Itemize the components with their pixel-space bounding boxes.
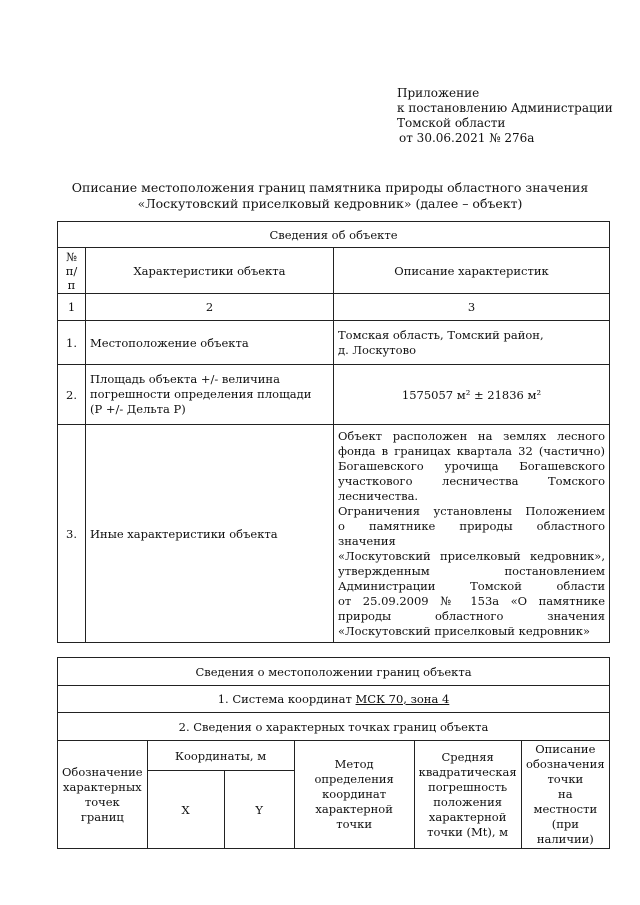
table-caption: Сведения о местоположении границ объекта [58, 658, 610, 686]
header-line: координат [322, 787, 387, 801]
description-line: лесничества. [338, 488, 419, 503]
column-number: 3 [334, 294, 610, 321]
header-y: Y [224, 771, 294, 849]
header-coordinates: Координаты, м [147, 741, 294, 771]
title-line: «Лоскутовский приселковый кедровник» (далее – объект) [137, 196, 523, 211]
header-x: X [147, 771, 224, 849]
description-line: Богашевского урочища Богашевского [338, 458, 605, 473]
header-characteristic: Характеристики объекта [86, 248, 334, 294]
description-line: Ограничения установлены Положением [338, 503, 605, 518]
header-line: погрешность [428, 779, 508, 794]
row-num: 2. [58, 365, 86, 425]
header-line: (при наличии) [536, 817, 594, 846]
table-caption: Сведения об объекте [58, 222, 610, 248]
header-line: положения [433, 794, 503, 809]
row-num: 1. [58, 321, 86, 365]
header-line: точек границ [80, 794, 124, 824]
characteristic-line: Площадь объекта +/- величина [90, 372, 280, 386]
coordinate-system-name: МСК 70, зона 4 [355, 692, 450, 706]
row-description [334, 321, 610, 365]
row-description: 1575057 м² ± 21836 м² [334, 365, 610, 425]
appendix-line: Томской области [397, 116, 506, 130]
appendix-line: Приложение [397, 86, 480, 100]
description-line: «Лоскутовский приселковый кедровник», [338, 548, 605, 563]
header-line: характерной точки [315, 802, 393, 831]
header-line: точки (Mt), м [427, 824, 509, 839]
header-line: Метод [334, 757, 374, 771]
header-num: № п/п [58, 248, 86, 294]
header-line: квадратическая [418, 764, 517, 779]
appendix-block [397, 86, 613, 146]
column-number: 2 [86, 294, 334, 321]
description-line: Томская область, Томский район, [338, 327, 544, 342]
description-line: природы областного значения [338, 608, 605, 623]
header-description: Описание характеристик [334, 248, 610, 294]
description-line: от 25.09.2009 № 153а «О памятнике [338, 593, 605, 608]
column-number: 1 [58, 294, 86, 321]
table-row [58, 321, 610, 365]
header-line: обозначения [526, 757, 605, 771]
location-info-table [57, 657, 610, 849]
description-line: Объект расположен на землях лесного [338, 428, 605, 443]
row-num: 3. [58, 425, 86, 643]
row-characteristic [86, 365, 334, 425]
header-line: точки [547, 772, 584, 786]
characteristic-line: (Р +/- Дельта Р) [90, 402, 186, 416]
header-line: характерных [63, 779, 142, 794]
description-line: утвержденным постановлением [338, 563, 605, 578]
header-line: Описание [535, 742, 596, 756]
table-row [58, 425, 610, 643]
object-info-table [57, 221, 610, 643]
description-line: фонда в границах квартала 32 (частично) [338, 443, 605, 458]
header-mean-error [414, 741, 521, 849]
header-line: определения [314, 772, 394, 786]
header-point-designation [58, 741, 148, 849]
row-description [334, 425, 610, 643]
description-line: «Лоскутовский приселковый кедровник» [338, 623, 591, 638]
header-line: Обозначение [62, 764, 143, 779]
description-line: Администрации Томской области [338, 578, 605, 593]
appendix-line: к постановлению Администрации [397, 101, 613, 115]
row-characteristic: Местоположение объекта [86, 321, 334, 365]
coordinate-system-prefix: 1. Система координат [217, 692, 356, 706]
header-method [294, 741, 414, 849]
document-title [40, 180, 620, 212]
points-caption: 2. Сведения о характерных точках границ объекта [58, 713, 610, 741]
coordinate-system [58, 686, 610, 713]
header-line: Средняя [441, 749, 494, 764]
table-row [58, 365, 610, 425]
description-line: о памятнике природы областного значения [338, 518, 605, 548]
row-characteristic: Иные характеристики объекта [86, 425, 334, 643]
characteristic-line: погрешности определения площади [90, 387, 312, 401]
title-line: Описание местоположения границ памятника природы областного значения [71, 180, 589, 195]
appendix-line: от 30.06.2021 № 276а [399, 131, 535, 145]
header-line: характерной [428, 809, 507, 824]
description-line: д. Лоскутово [338, 342, 416, 357]
header-line: на местности [533, 787, 598, 816]
description-line: участкового лесничества Томского [338, 473, 605, 488]
header-point-description [521, 741, 609, 849]
